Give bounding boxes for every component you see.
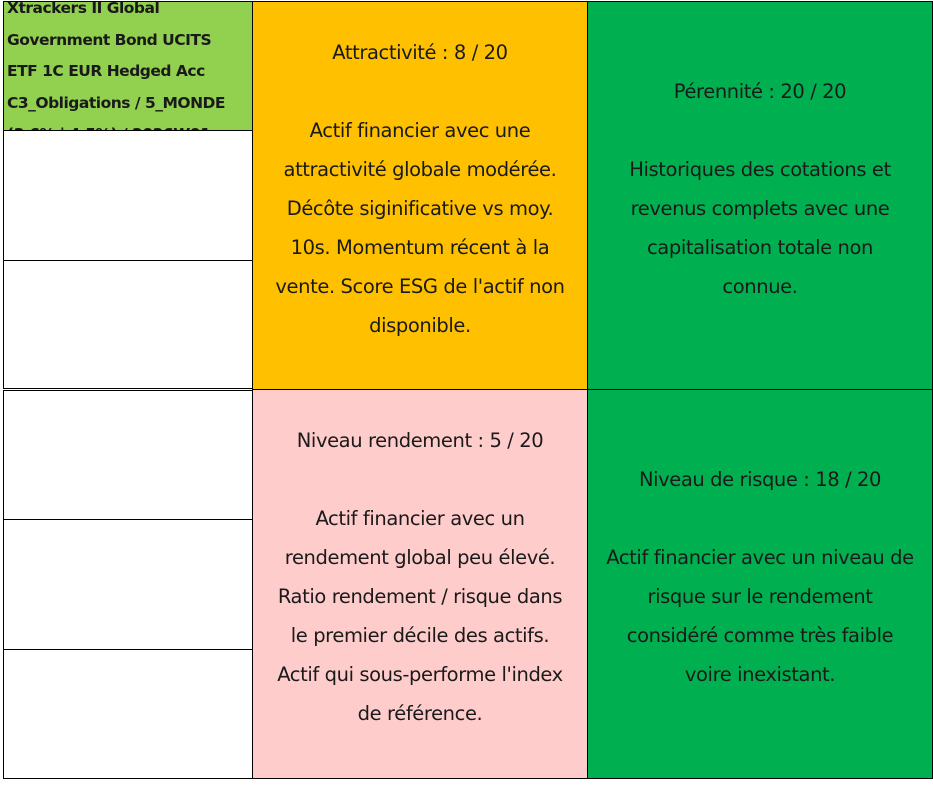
description-line: Décôte siginificative vs moy. — [286, 196, 554, 220]
asset-title — [7, 0, 251, 151]
empty-cell[interactable] — [3, 519, 253, 650]
empty-cell[interactable] — [3, 130, 253, 261]
description-line: Actif qui sous-performe l'index — [277, 663, 563, 686]
empty-cell[interactable] — [3, 390, 253, 520]
rendement-heading: Niveau rendement : 5 / 20 — [296, 429, 544, 452]
perennite-heading: Pérennité : 20 / 20 — [673, 79, 847, 103]
description-line: risque sur le rendement — [647, 585, 873, 608]
asset-title-line: C3_Obligations / 5_MONDE — [7, 93, 226, 112]
description-line: capitalisation totale non — [646, 235, 873, 259]
empty-cell[interactable] — [3, 260, 253, 389]
attractivite-description — [271, 111, 568, 345]
description-line: 10s. Momentum récent à la — [290, 235, 550, 259]
description-line: Actif financier avec un — [315, 507, 525, 530]
description-line: considéré comme très faible — [626, 624, 894, 647]
description-line: Ratio rendement / risque dans — [277, 585, 563, 608]
risque-cell[interactable] — [587, 389, 933, 779]
description-line: voire inexistant. — [684, 663, 836, 686]
attractivite-heading: Attractivité : 8 / 20 — [332, 40, 508, 64]
description-line: disponible. — [369, 313, 471, 337]
description-line: rendement global peu élevé. — [284, 546, 556, 569]
asset-title-cell[interactable] — [3, 1, 253, 131]
perennite-description — [625, 150, 894, 306]
rendement-cell[interactable] — [252, 389, 588, 779]
description-line: de référence. — [357, 702, 483, 725]
attractivite-cell[interactable] — [252, 1, 588, 390]
description-line: vente. Score ESG de l'actif non — [275, 274, 565, 298]
description-line: revenus complets avec une — [630, 196, 890, 220]
risque-heading: Niveau de risque : 18 / 20 — [638, 468, 882, 491]
risque-description — [602, 538, 917, 694]
description-line: connue. — [722, 274, 798, 298]
description-line: Actif financier avec une — [309, 118, 531, 142]
asset-title-line: Xtrackers II Global — [7, 0, 160, 17]
empty-cell[interactable] — [3, 649, 253, 779]
perennite-cell[interactable] — [587, 1, 933, 390]
description-line: Historiques des cotations et — [629, 157, 891, 181]
rendement-description — [273, 499, 567, 733]
asset-title-line: ETF 1C EUR Hedged Acc — [7, 62, 205, 80]
description-line: Actif financier avec un niveau de — [606, 546, 914, 569]
asset-title-line: Government Bond UCITS — [7, 30, 212, 49]
description-line: attractivité globale modérée. — [283, 157, 557, 181]
description-line: le premier décile des actifs. — [290, 624, 550, 647]
